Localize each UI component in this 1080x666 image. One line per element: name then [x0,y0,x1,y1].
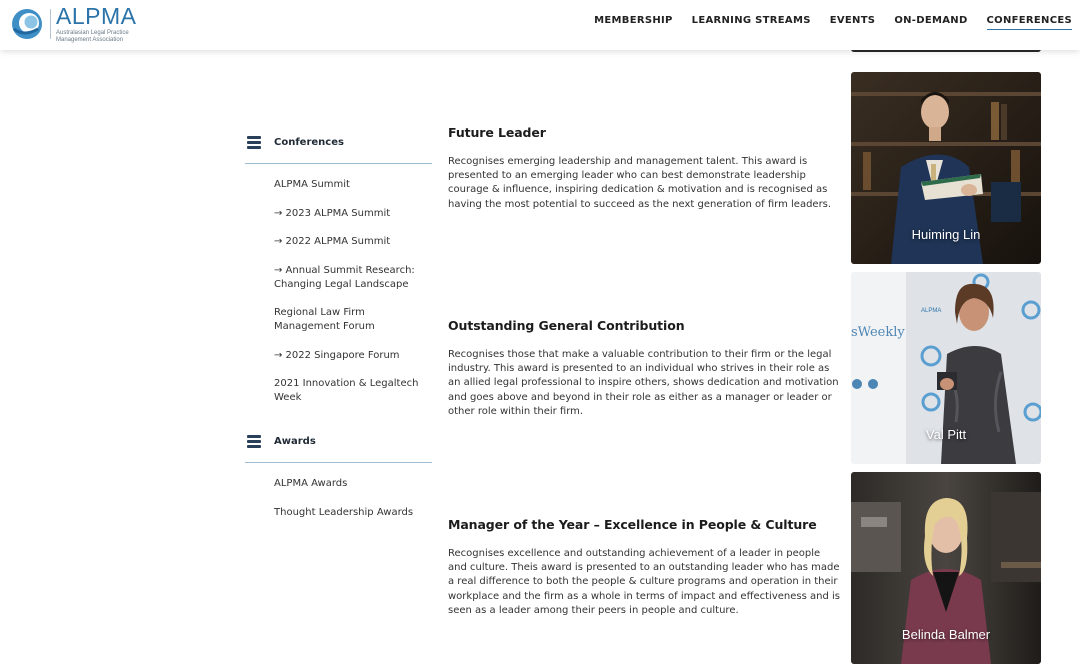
sidebar-item-2023-alpma-summit[interactable]: → 2023 ALPMA Summit [274,207,391,219]
winner-name: Belinda Balmer [901,627,991,642]
nav-events[interactable]: EVENTS [829,15,876,26]
logo-subtitle: Australasian Legal Practice Management Association [56,29,129,43]
sidebar-item-thought-leadership-awards[interactable]: Thought Leadership Awards [274,506,414,518]
award-description: Recognises those that make a valuable contribution to their firm or the legal industry. This award is presented to an individual who strives in their role as an allied legal professional to inspire others, shows dedication and motivation and goes above and beyond in their role as either as a manager or leader or other role within their firm. [448,349,839,417]
sidebar-item-regional-law-firm-forum[interactable]: Regional Law Firm Management Forum [274,307,375,332]
sidebar-awards-header[interactable] [245,433,432,449]
sidebar-conferences [245,134,432,405]
sidebar-awards-title: Awards [274,435,316,447]
sidebar-item-annual-summit-research[interactable]: → Annual Summit Research: Changing Legal Landscape [274,264,415,290]
logo-divider [50,9,51,39]
winner-card-val-pitt [851,272,1041,464]
main-nav [594,15,1072,30]
sidebar-item-2022-singapore-forum[interactable]: → 2022 Singapore Forum [274,349,400,361]
award-description: Recognises emerging leadership and management talent. This award is presented to an emerging leader who can best demonstrate leadership courage & influence, inspiring dedication & motivation and is recognised as having the most potential to succeed as the next generation of firm leaders. [448,156,832,210]
award-manager-of-the-year [448,517,840,618]
sidebar-item-2022-alpma-summit[interactable]: → 2022 ALPMA Summit [274,236,391,247]
nav-membership[interactable]: MEMBERSHIP [594,15,673,26]
alpma-logo[interactable] [10,2,137,43]
sidebar-item-2021-innovation-legaltech-week[interactable]: 2021 Innovation & Legaltech Week [274,378,419,403]
sidebar-conferences-title: Conferences [274,136,344,148]
award-description: Recognises excellence and outstanding achievement of a leader in people and culture. Theis award is presented to an outstanding leader who has made a real difference to both the people & culture programs and operation in their workplace and the firm as a whole in terms of impact and effectiveness and is seen as a leader among their peers in people and culture. [448,548,840,616]
site-header [0,0,1080,50]
sidebar-divider [245,163,432,164]
winner-name: Val Pitt [925,427,967,442]
menu-icon [247,435,261,448]
backdrop-logo: ALPMA [921,308,942,314]
award-title: Future Leader [448,125,546,140]
award-outstanding-general-contribution [448,318,840,419]
nav-learning-streams[interactable]: LEARNING STREAMS [691,15,811,26]
nav-on-demand[interactable]: ON-DEMAND [894,15,968,26]
menu-icon [247,136,261,149]
sidebar-item-alpma-summit[interactable]: ALPMA Summit [274,179,350,190]
sidebar-divider [245,462,432,463]
logo-name: ALPMA [56,2,137,29]
award-title: Manager of the Year – Excellence in People & Culture [448,517,817,532]
award-future-leader [448,125,840,212]
alpma-logo-icon [10,7,44,41]
winner-card-huiming-lin [851,72,1041,264]
winner-name: Huiming Lin [911,227,981,242]
winner-card-belinda-balmer [851,472,1041,664]
award-title: Outstanding General Contribution [448,318,685,333]
sidebar-awards [245,433,432,520]
nav-conferences[interactable]: CONFERENCES [987,15,1072,30]
sidebar-conferences-header[interactable] [245,134,432,150]
backdrop-watermark: sWeekly [851,325,905,340]
sidebar-item-alpma-awards[interactable]: ALPMA Awards [274,478,348,489]
